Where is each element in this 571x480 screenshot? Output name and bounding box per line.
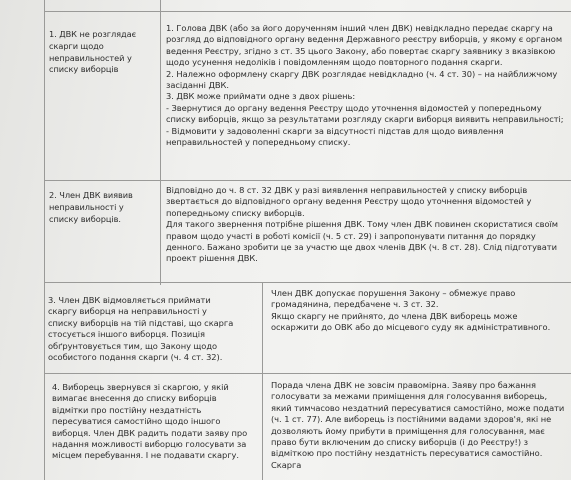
- row3-situation-cell: [48, 295, 238, 363]
- row1-situation-cell: [49, 29, 141, 76]
- row4-situation-cell: [52, 382, 252, 462]
- row4-action-cell: [271, 380, 567, 471]
- table-column-divider-bottom: [262, 282, 263, 480]
- row4-action-para: Порада члена ДВК не зовсім правомірна. Заяву про бажання голосувати за межами приміщення для голосування виборець, який тимчасово нездатний пересуватися самостійно, може подати (ч. 1 ст. 77). Але виборець із постійними вадами здоров'я, які не дозволяють йому прибути в приміщення для голосування, має право бути включеним до списку виборців (і до Реєстру!) з відміткою про постійну нездатність пересуватися самостійно. Скарга: [271, 380, 565, 470]
- row1-action-para: 3. ДВК може приймати одне з двох рішень:: [166, 91, 356, 102]
- row1-action-para: 2. Належно оформлену скаргу ДВК розглядає невідкладно (ч. 4 ст. 30) – на найближчому засіданні ДВК.: [166, 68, 558, 91]
- row3-situation-text: 3. Член ДВК відмовляється приймати скаргу виборця на неправильності у списку виборців на тій підставі, що скарга стосується іншого виборця. Позиція обґрунтовується тим, що Закону щодо особистого подання скарги (ч. 4 ст. 32).: [48, 295, 234, 363]
- table-row-border: [44, 180, 571, 181]
- row4-situation-text: 4. Виборець звернувся зі скаргою, у якій вимагає внесення до списку виборців відмітки про постійну нездатність пересуватися самостійно щодо іншого виборця. Член ДВК радить подати заяву про надання можливості виборцю голосувати за місцем перебування. І не подавати скаргу.: [52, 382, 248, 461]
- table-row-border: [44, 373, 571, 374]
- table-column-divider-top: [160, 0, 161, 285]
- row1-action-para: - Відмовити у задоволенні скарги за відсутності підстав для щодо виявлення неправильностей у попередньому списку.: [166, 125, 504, 148]
- row3-action-cell: [271, 288, 567, 334]
- row1-action-para: - Звернутися до органу ведення Реєстру щодо уточнення відомостей у попередньому списку виборців, якщо за результатами розгляду скарги виборця виявить неправильності;: [166, 102, 564, 125]
- row1-action-cell: [166, 23, 564, 148]
- row2-action-cell: [166, 185, 564, 265]
- table-border-left: [44, 0, 45, 480]
- table-row-border: [44, 11, 571, 12]
- row1-situation-text: 1. ДВК не розглядає скарги щодо неправильностей у списку виборців: [49, 29, 137, 75]
- row2-situation-text: 2. Член ДВК виявив неправильності у списку виборців.: [49, 190, 133, 224]
- row3-action-para: Якщо скаргу не прийнято, до члена ДВК виборець може оскаржити до ОВК або до місцевого суду як адміністративного.: [271, 310, 551, 333]
- row2-situation-cell: [49, 190, 141, 225]
- row2-action-para: Відповідно до ч. 8 ст. 32 ДВК у разі виявлення неправильностей у списку виборців звертається до відповідного органу ведення Реєстру щодо уточнення відомостей у попередньому списку виборців.: [166, 185, 532, 218]
- row3-action-para: Член ДВК допускає порушення Закону – обмежує право громадянина, передбачене ч. 3 ст. 32.: [271, 288, 516, 310]
- row2-action-para: Для такого звернення потрібне рішення ДВК. Тому член ДВК повинен скористатися своїм правом щодо участі в роботі комісії (ч. 5 ст. 29) і запропонувати питання до порядку денного. Бажано зробити це за участю ще двох членів ДВК (ч. 8 ст. 28). Слід підготувати проект рішення ДВК.: [166, 219, 558, 264]
- table-row-border: [44, 282, 571, 283]
- row1-action-para: 1. Голова ДВК (або за його дорученням інший член ДВК) невідкладно передає скаргу на розгляд до відповідного органу ведення Державного реєстру виборців, у якому є органом ведення Реєстру, згідно з ст. 35 цього Закону, або повертає скаргу заявнику з вказівкою щодо усунення недоліків і повідомленням щодо повторного подання скарги.: [166, 23, 563, 68]
